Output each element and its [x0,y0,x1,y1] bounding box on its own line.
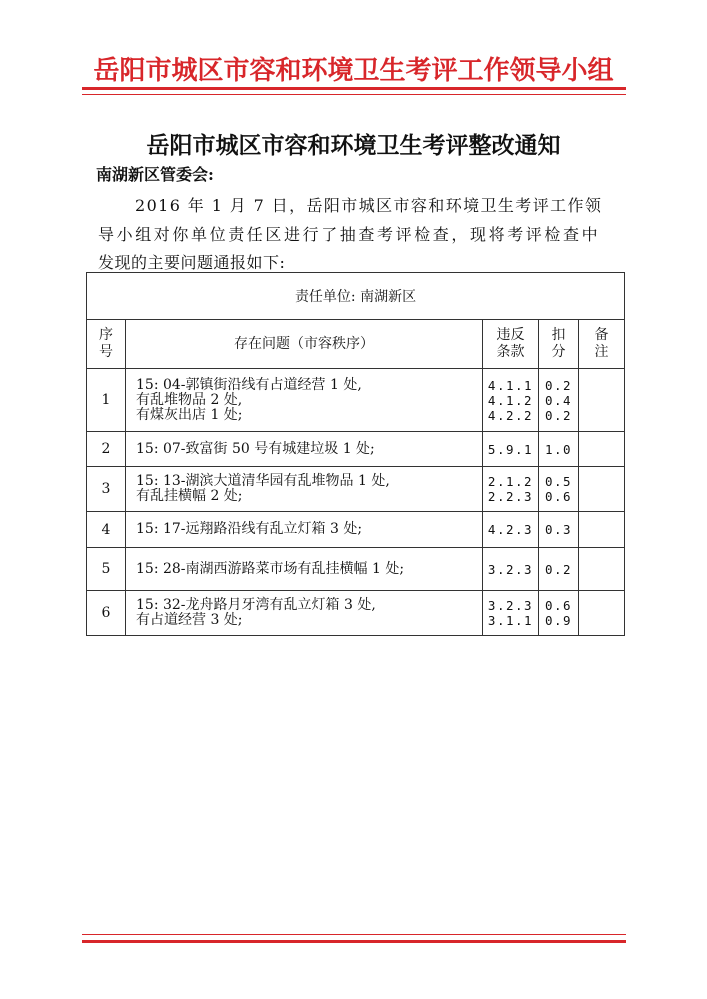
body-paragraph-line: 导小组对你单位责任区进行了抽查考评检查，现将考评检查中 [98,225,601,244]
letterhead-divider-thin [82,94,626,95]
cell-line: 有乱挂横幅 2 处; [136,488,243,504]
cell-line: 15: 32-龙舟路月牙湾有乱立灯箱 3 处, [136,597,376,613]
row-number: 4 [87,512,126,548]
cell-line: 4.2.3 [487,522,534,537]
violated-clause [483,467,539,512]
table-row [87,591,625,636]
letterhead-divider-thick [82,87,626,90]
deducted-points [539,591,579,636]
cell-line: 0.5 [544,474,573,489]
responsible-unit-row [87,273,625,320]
cell-line: 15: 07-致富街 50 号有城建垃圾 1 处; [136,440,375,457]
responsible-unit: 责任单位: 南湖新区 [87,273,625,320]
letterhead-title: 岳阳市城区市容和环境卫生考评工作领导小组 [93,56,614,86]
remark [579,467,625,512]
cell-line: 2.1.2 [487,474,534,489]
cell-line: 15: 04-郭镇街沿线有占道经营 1 处, [136,376,362,393]
row-number: 6 [87,591,126,636]
cell-line: 3.1.1 [487,613,534,628]
deducted-points [539,548,579,591]
cell-line: 0.2 [544,561,573,577]
notice-title: 岳阳市城区市容和环境卫生考评整改通知 [146,132,561,159]
footer-divider-thick [82,940,626,943]
table-row [87,512,625,548]
cell-line: 有煤灰出店 1 处; [136,406,243,423]
remark [579,548,625,591]
deducted-points [539,369,579,432]
deducted-points [539,467,579,512]
header-deduct: 扣分 [539,320,579,369]
deducted-points [539,432,579,467]
violated-clause [483,548,539,591]
table-header-row [87,320,625,369]
cell-line: 0.6 [544,598,573,613]
cell-line: 0.3 [544,522,573,537]
header-no: 序号 [87,320,126,369]
violated-clause [483,591,539,636]
issue-description [126,512,483,548]
violated-clause [483,369,539,432]
cell-line: 4.1.1 [487,377,534,393]
issue-description [126,548,483,591]
cell-line: 有乱堆物品 2 处, [136,391,243,408]
cell-line: 有占道经营 3 处; [136,612,243,628]
cell-line: 0.6 [544,489,573,504]
table-row [87,369,625,432]
cell-line: 3.2.3 [487,561,534,577]
cell-line: 0.2 [544,377,573,393]
cell-line: 15: 28-南湖西游路菜市场有乱挂横幅 1 处; [136,560,405,577]
cell-line: 0.2 [544,407,573,423]
footer-divider-thin [82,934,626,935]
issue-description [126,467,483,512]
issue-description [126,591,483,636]
cell-line: 3.2.3 [487,598,534,613]
issues-table [86,272,625,636]
row-number: 5 [87,548,126,591]
issue-description [126,432,483,467]
recipient: 南湖新区管委会: [96,165,214,184]
row-number: 1 [87,369,126,432]
header-issue: 存在问题（市容秩序） [126,320,483,369]
cell-line: 4.1.2 [487,392,534,408]
header-remark: 备注 [579,320,625,369]
deducted-points [539,512,579,548]
remark [579,369,625,432]
violated-clause [483,432,539,467]
cell-line: 0.4 [544,392,573,408]
issue-description [126,369,483,432]
cell-line: 2.2.3 [487,489,534,504]
table-row [87,548,625,591]
cell-line: 5.9.1 [487,441,534,457]
cell-line: 4.2.2 [487,407,534,423]
table-row [87,432,625,467]
row-number: 2 [87,432,126,467]
violated-clause [483,512,539,548]
body-paragraph-line: 2016 年 1 月 7 日，岳阳市城区市容和环境卫生考评工作领 [135,196,603,215]
table-row [87,467,625,512]
cell-line: 0.9 [544,613,573,628]
cell-line: 15: 17-远翔路沿线有乱立灯箱 3 处; [136,521,363,537]
header-clause: 违反条款 [483,320,539,369]
remark [579,512,625,548]
cell-line: 15: 13-湖滨大道清华园有乱堆物品 1 处, [136,473,390,489]
cell-line: 1.0 [544,441,573,457]
row-number: 3 [87,467,126,512]
remark [579,432,625,467]
body-paragraph-line: 发现的主要问题通报如下: [98,253,286,272]
remark [579,591,625,636]
